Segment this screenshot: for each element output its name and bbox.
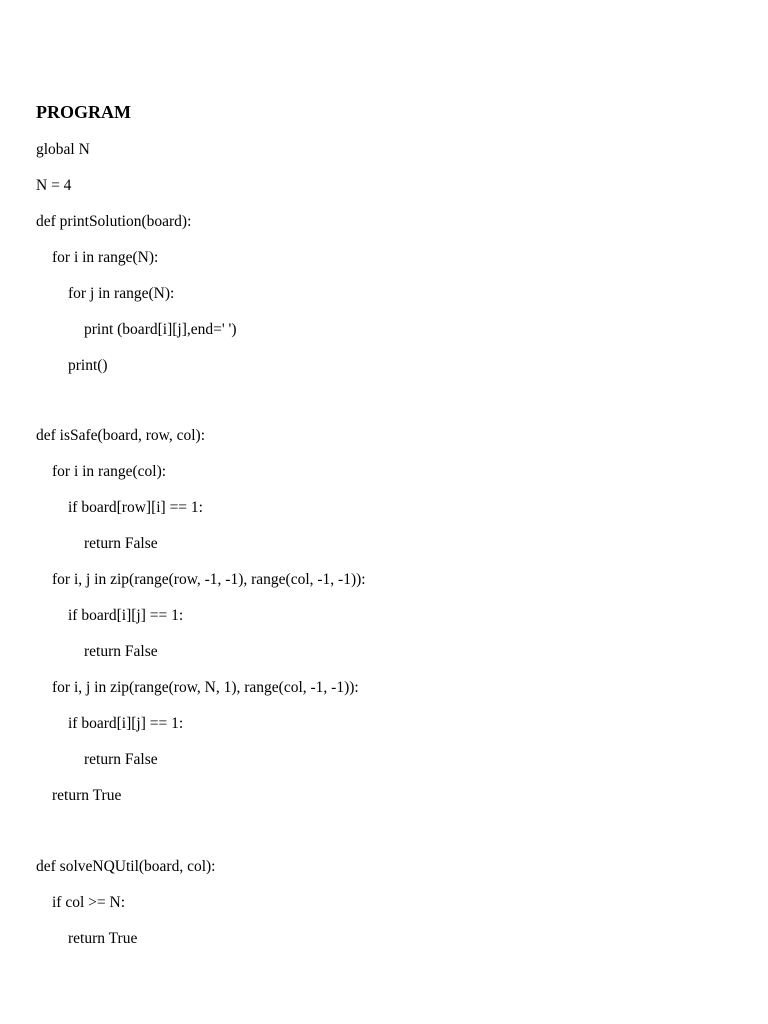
code-line: if board[i][j] == 1: xyxy=(68,715,184,732)
code-line: return False xyxy=(84,535,158,552)
code-line: return True xyxy=(68,930,138,947)
code-line: for i, j in zip(range(row, -1, -1), range(col, -1, -1)): xyxy=(52,571,366,588)
code-line: def solveNQUtil(board, col): xyxy=(36,858,216,875)
code-line: def isSafe(board, row, col): xyxy=(36,427,206,444)
code-line: N = 4 xyxy=(36,177,72,194)
code-line: return False xyxy=(84,751,158,768)
code-line: return False xyxy=(84,643,158,660)
code-line: for i in range(N): xyxy=(52,249,159,266)
code-line: for i in range(col): xyxy=(52,463,167,480)
code-line: for j in range(N): xyxy=(68,285,175,302)
code-line: def printSolution(board): xyxy=(36,213,192,230)
code-line: return True xyxy=(52,787,122,804)
code-line: print (board[i][j],end=' ') xyxy=(84,321,237,338)
program-heading: PROGRAM xyxy=(36,102,131,122)
code-line: if board[row][i] == 1: xyxy=(68,499,203,516)
code-line: global N xyxy=(36,141,90,158)
code-line: if board[i][j] == 1: xyxy=(68,607,184,624)
code-line: for i, j in zip(range(row, N, 1), range(col, -1, -1)): xyxy=(52,679,359,696)
code-line: print() xyxy=(68,357,108,374)
code-line: if col >= N: xyxy=(52,894,126,911)
